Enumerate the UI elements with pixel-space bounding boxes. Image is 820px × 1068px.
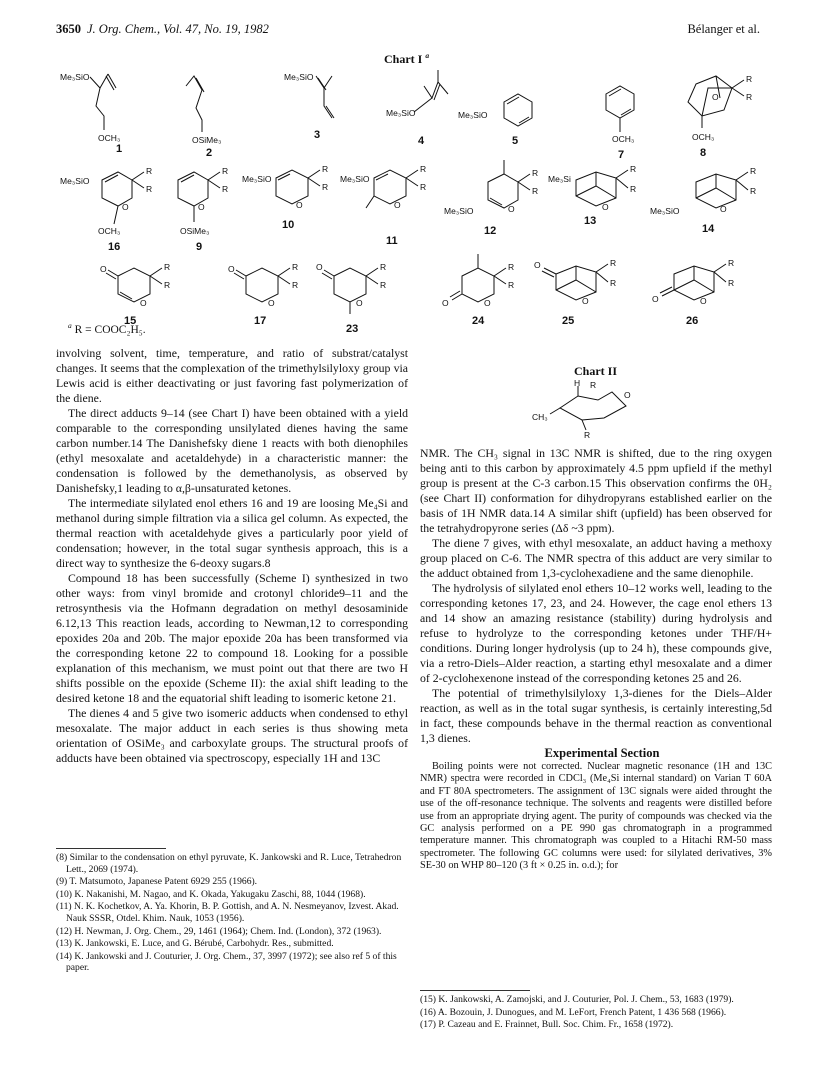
r-group: R [590,380,597,390]
journal-citation: J. Org. Chem., Vol. 47, No. 19, 1982 [87,22,269,36]
ring-o-atom: O [316,262,323,272]
r-group: R [222,184,229,194]
tms-group: Me₃Si [548,174,571,184]
tms-o-group: Me₃SiO [386,108,416,118]
left-column [56,346,408,766]
ring-o-atom: O [582,296,589,306]
ring-o-atom: O [720,204,727,214]
compound-1-label: 1 [116,143,123,155]
ring-o-atom: O [534,260,541,270]
r-group: R [728,278,735,288]
structure-24 [442,254,514,327]
ring-o-atom: O [602,202,609,212]
paragraph: The direct adducts 9–14 (see Chart I) have been obtained with a yield comparable to the corresponding unsilylated dienes having the same carbon number.14 The Danishefsky diene 1 reacts with both dienophiles (ethyl mesoxalate and acetaldehyde) in a characteristic manner: the condensation is followed by the demethanolysis, as observed by Danishefsky,1 leading to α,β-unsaturated ketones. [56,406,408,495]
r-group: R [146,184,153,194]
r-group: R [222,166,229,176]
och3-group: OCH₃ [612,134,635,144]
r-group: R [322,164,329,174]
r-group: R [420,164,427,174]
footnote-rule [56,848,166,849]
structure-16 [60,166,152,253]
r-group: R [532,186,539,196]
footnote: (11) N. K. Kochetkov, A. Ya. Khorin, B. P. Gottish, and A. N. Nesmeyanov, Izvest. Akad. Nauk SSSR, Otdel. Khim. Nauk, 1053 (1956). [56,901,399,924]
r-group: R [610,258,617,268]
r-group: R [380,262,387,272]
chart-1-title: Chart I $^a$ [384,51,430,66]
running-header [56,22,760,40]
compound-15-label: 15 [124,315,137,327]
compound-12-label: 12 [484,225,497,237]
footnote: (14) K. Jankowski and J. Couturier, J. Org. Chem., 37, 3997 (1972); see also ref 5 of this paper. [56,950,397,974]
r-group: R [420,182,427,192]
compound-25-label: 25 [562,315,575,327]
tms-o-group: Me₃SiO [60,176,90,186]
experimental-text: Boiling points were not corrected. Nuclear magnetic resonance (1H and 13C NMR) spectra were recorded in CDCl₃ (Me₄Si internal standard) on Varian T 60A and FT 80A spectrometers. The assignment of 13C signals were aided throught the use of the off-resonance technique. The solvents and reagents were distilled before use from an appropriate drying agent. The purity of compounds was checked via the GC analysis performed on a PE 990 gas chromatograph in a programmed temperature manner. This chromatograph was coupled to a Hitachi RM-50 mass spectrometer. The following GC columns were used: for silylated derivatives, 3% SE-30 on WHP 80–120 (3 ft × 0.25 in. o.d.); for [420,761,772,872]
chart-2-title: Chart II [574,364,618,378]
page-number: 3650 [56,22,81,36]
structure-1 [60,72,122,155]
r-group: R [532,168,539,178]
r-group: R [380,280,387,290]
ring-o-atom: O [484,298,491,308]
structure-9 [178,166,228,253]
paragraph: The intermediate silylated enol ethers 16 and 19 are loosing Me₄Si and methanol during simple filtration via a silica gel column. As expected, the thermal reaction with acetaldehyde gives a particularly poor yield of condensation; however, in the total sugar synthesis approach, this is a direct way to synthesize the 6-deoxy sugars.8 [56,496,408,570]
chart-1-structures [56,48,776,348]
paragraph: involving solvent, time, temperature, and ratio of substrat/catalyst changes. It seems that the complexation of the trimethylsilyloxy group via Lewis acid is either deactivating or just favoring fast polymerization of the diene. [56,346,408,405]
compound-9-label: 9 [196,241,203,253]
footnote: (12) H. Newman, J. Org. Chem., 29, 1461 (1964); Chem. Ind. (London), 372 (1963). [56,925,382,937]
structure-15 [100,262,170,327]
ring-o-atom: O [122,202,129,212]
r-group: R [292,262,299,272]
structure-3 [284,72,334,141]
paragraph: The hydrolysis of silylated enol ethers 10–12 works well, leading to the corresponding ketones 17, 23, and 24. However, the cage enol ethers 13 and 14 show an amazing resistance (stability) during hydrolysis and refuse to hydrolyze to the corresponding ketones under THF/H+ conditions. During longer hydrolysis (up to 24 h), these compounds give, via a retro-Diels–Alder reaction, a starting ethyl mesoxalate and a dimer of 2-cyclohexenone instead of the corresponding ketones 25 and 26. [420,581,772,685]
r-group: R [630,164,637,174]
compound-4-label: 4 [418,135,425,147]
och3-group: OCH₃ [692,132,715,142]
r-group: R [322,182,329,192]
compound-23-label: 23 [346,323,359,335]
structure-13 [548,164,636,227]
paragraph: The potential of trimethylsilyloxy 1,3-dienes for the Diels–Alder reaction, as well as in the total sugar synthesis, is certainly interesting,5d in fact, these compounds behave in the thermal reaction as conventional 1,3 dienes. [420,686,772,745]
r-group: R [584,430,591,438]
r-group: R [746,92,753,102]
structure-11 [340,164,426,247]
compound-11-label: 11 [386,235,398,247]
footnote: (10) K. Nakanishi, M. Nagao, and K. Okada, Yakugaku Zaschi, 88, 1044 (1968). [56,888,366,900]
h-atom: H [574,378,581,388]
ring-o-atom: O [652,294,659,304]
structure-2 [186,76,221,159]
footnote: (15) K. Jankowski, A. Zamojski, and J. Couturier, Pol. J. Chem., 53, 1683 (1979). [420,994,734,1005]
structure-7 [606,86,634,161]
ring-o-atom: O [442,298,449,308]
compound-24-label: 24 [472,315,485,327]
r-group: R [146,166,153,176]
footnote: (9) T. Matsumoto, Japanese Patent 6929 255 (1966). [56,876,258,888]
footnote-rule [420,990,530,991]
structure-8 [688,74,752,159]
r-group: R [630,184,637,194]
footnote: (16) A. Bozouin, J. Dunogues, and M. LeFort, French Patent, 1 436 568 (1966). [420,1006,727,1018]
tms-o-group: Me₃SiO [242,174,272,184]
compound-17-label: 17 [254,315,267,327]
chart-1-drawing [56,48,776,348]
r-group: R [746,74,753,84]
ring-o-atom: O [296,200,303,210]
r-group: R [728,258,735,268]
compound-7-label: 7 [618,149,625,161]
compound-8-label: 8 [700,147,707,159]
tms-o-group: Me₃SiO [284,72,314,82]
r-group: R [750,186,757,196]
r-group: R [508,262,515,272]
och3-group: OCH₃ [98,133,121,143]
och3-group: OCH₃ [98,226,121,236]
otms-group: OSiMe₃ [192,135,222,145]
compound-10-label: 10 [282,219,295,231]
ring-o-atom: O [228,264,235,274]
r-group: R [508,280,515,290]
experimental-heading: Experimental Section [544,746,660,760]
footnotes-right [420,994,772,1032]
r-group: R [610,278,617,288]
footnote: (8) Similar to the condensation on ethyl pyruvate, K. Jankowski and R. Luce, Tetrahedron Lett., 2069 (1974). [56,852,402,875]
compound-14-label: 14 [702,223,715,235]
compound-2-label: 2 [206,147,213,159]
ring-o-atom: O [140,298,147,308]
structure-14 [650,166,756,235]
footnotes-left [56,852,408,975]
r-group: R [164,262,171,272]
tms-o-group: Me₃SiO [458,110,488,120]
paragraph: The diene 7 gives, with ethyl mesoxalate, an adduct having a methoxy group placed on C-6. The NMR spectra of this adduct are very similar to the adduct obtained from 1,3-cyclohexadiene and the same dienophile. [420,536,772,580]
tms-o-group: Me₃SiO [340,174,370,184]
paragraph: NMR. The CH₃ signal in 13C NMR is shifted, due to the ring oxygen being anti to this carbon by approximately 4.5 ppm upfield if the methyl group is present at the C-3 carbon.15 This observation confirms the 0H₂ (see Chart II) conformation for dihydropyrans established earlier on the basis of 1H NMR data.14 A similar shift (upfield) has been observed for the tetrahydropyrone series (Δδ ~3 ppm). [420,446,772,535]
structure-26 [652,258,734,327]
otms-group: OSiMe₃ [180,226,210,236]
structure-17 [228,262,298,327]
r-group: R [750,166,757,176]
ring-o-atom: O [394,200,401,210]
chart-2-drawing [520,378,660,438]
structure-5 [458,94,532,147]
footnote: (13) K. Jankowski, E. Luce, and G. Bérubé, Carbohydr. Res., submitted. [56,938,334,950]
ring-o-atom: O [198,202,205,212]
compound-5-label: 5 [512,135,519,147]
structure-4 [386,70,448,147]
paragraph: The dienes 4 and 5 give two isomeric adducts when condensed to ethyl mesoxalate. The major adduct in each series is thus showing meta orientation of OSiMe₃ and carboxylate groups. The structural proofs of adducts have been obtained via spectroscopy, especially 1H and 13C [56,706,408,765]
chart-1-footnote: $^a$ R = COOC₂H₅. [68,321,146,336]
structure-23 [316,262,386,335]
compound-13-label: 13 [584,215,597,227]
paragraph: Compound 18 has been successfully (Scheme I) synthesized in two other ways: from vinyl bromide and crotonyl chloride9–11 and the retrosynthesis via the Hofmann degradation on methyl desosaminide 6.12,13 This reaction leads, according to Newman,12 to corresponding epoxides 20a and 20b. The major epoxide 20a has been transformed via the corresponding ketone 22 to compound 18. Looking for a possible explanation of this mechanism, we must point out that there are two H shifts possible on the epoxide (Scheme II): the axial shift leading to the desired ketone 18 and the equatorial shift leading to isomeric ketone 21. [56,571,408,705]
structure-10 [242,164,328,231]
footnote: (17) P. Cazeau and E. Frainnet, Bull. Soc. Chim. Fr., 1658 (1972). [420,1019,674,1031]
ring-o-atom: O [712,92,719,102]
ring-o-atom: O [356,298,363,308]
structure-12 [444,160,538,237]
ring-o-atom: O [100,264,107,274]
right-column [420,446,772,873]
ring-o-atom: O [508,204,515,214]
structure-25 [534,258,616,327]
tms-o-group: Me₃SiO [650,206,680,216]
ring-o-atom: O [700,296,707,306]
compound-3-label: 3 [314,129,321,141]
ring-o-atom: O [624,390,631,400]
ring-o-atom: O [268,298,275,308]
compound-16-label: 16 [108,241,121,253]
ch3-group: CH₃ [532,412,548,422]
tms-o-group: Me₃SiO [60,72,90,82]
r-group: R [164,280,171,290]
tms-o-group: Me₃SiO [444,206,474,216]
running-authors: Bélanger et al. [687,22,760,36]
compound-26-label: 26 [686,315,699,327]
r-group: R [292,280,299,290]
